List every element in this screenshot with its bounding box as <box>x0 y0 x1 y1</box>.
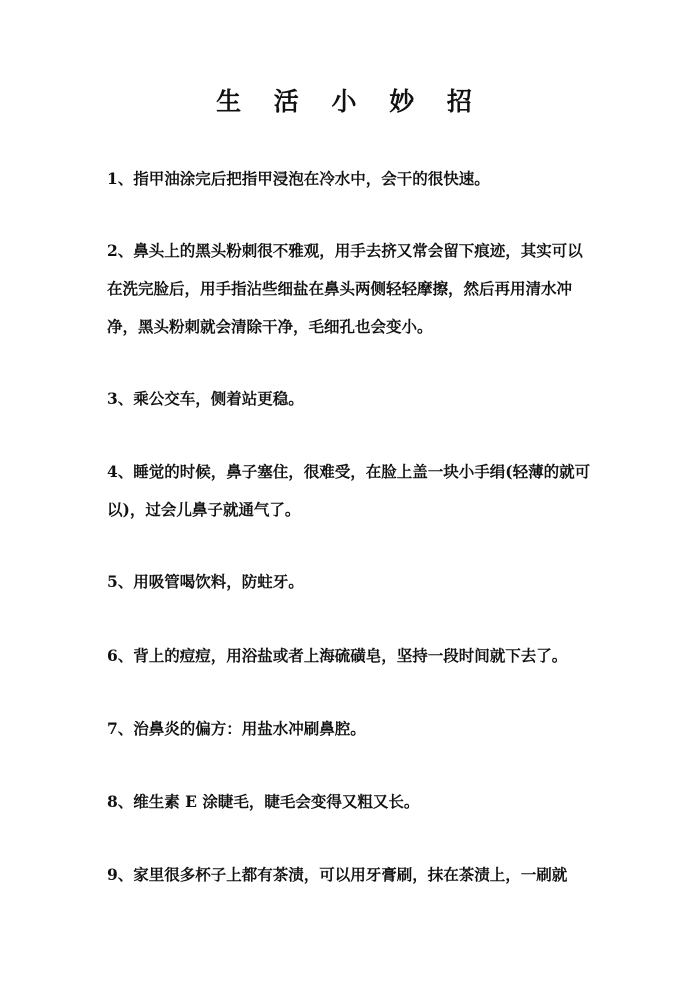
tip-item-5: 5、用吸管喝饮料，防蛀牙。 <box>107 572 304 591</box>
tip-item-1: 1、指甲油涂完后把指甲浸泡在冷水中，会干的很快速。 <box>107 169 490 188</box>
tip-item-7: 7、治鼻炎的偏方：用盐水冲刷鼻腔。 <box>107 719 366 738</box>
tip-item-8: 8、维生素 E 涂睫毛，睫毛会变得又粗又长。 <box>107 792 420 811</box>
tip-item-6: 6、背上的痘痘，用浴盐或者上海硫磺皂，坚持一段时间就下去了。 <box>107 646 568 665</box>
tip-item-9: 9、家里很多杯子上都有茶渍，可以用牙膏刷，抹在茶渍上，一刷就 <box>107 865 568 884</box>
tip-item-4: 4、睡觉的时候，鼻子塞住，很难受，在脸上盖一块小手绢(轻薄的就可以)，过会儿鼻子就通气了。 <box>107 462 591 519</box>
tip-item-3: 3、乘公交车，侧着站更稳。 <box>107 389 304 408</box>
page-title: 生 活 小 妙 招 <box>216 87 484 116</box>
tip-item-2: 2、鼻头上的黑头粉刺很不雅观，用手去挤又常会留下痕迹，其实可以在洗完脸后，用手指沾些细盐在鼻头两侧轻轻摩擦，然后再用清水冲净，黑头粉刺就会清除干净，毛细孔也会变小。 <box>107 241 583 336</box>
